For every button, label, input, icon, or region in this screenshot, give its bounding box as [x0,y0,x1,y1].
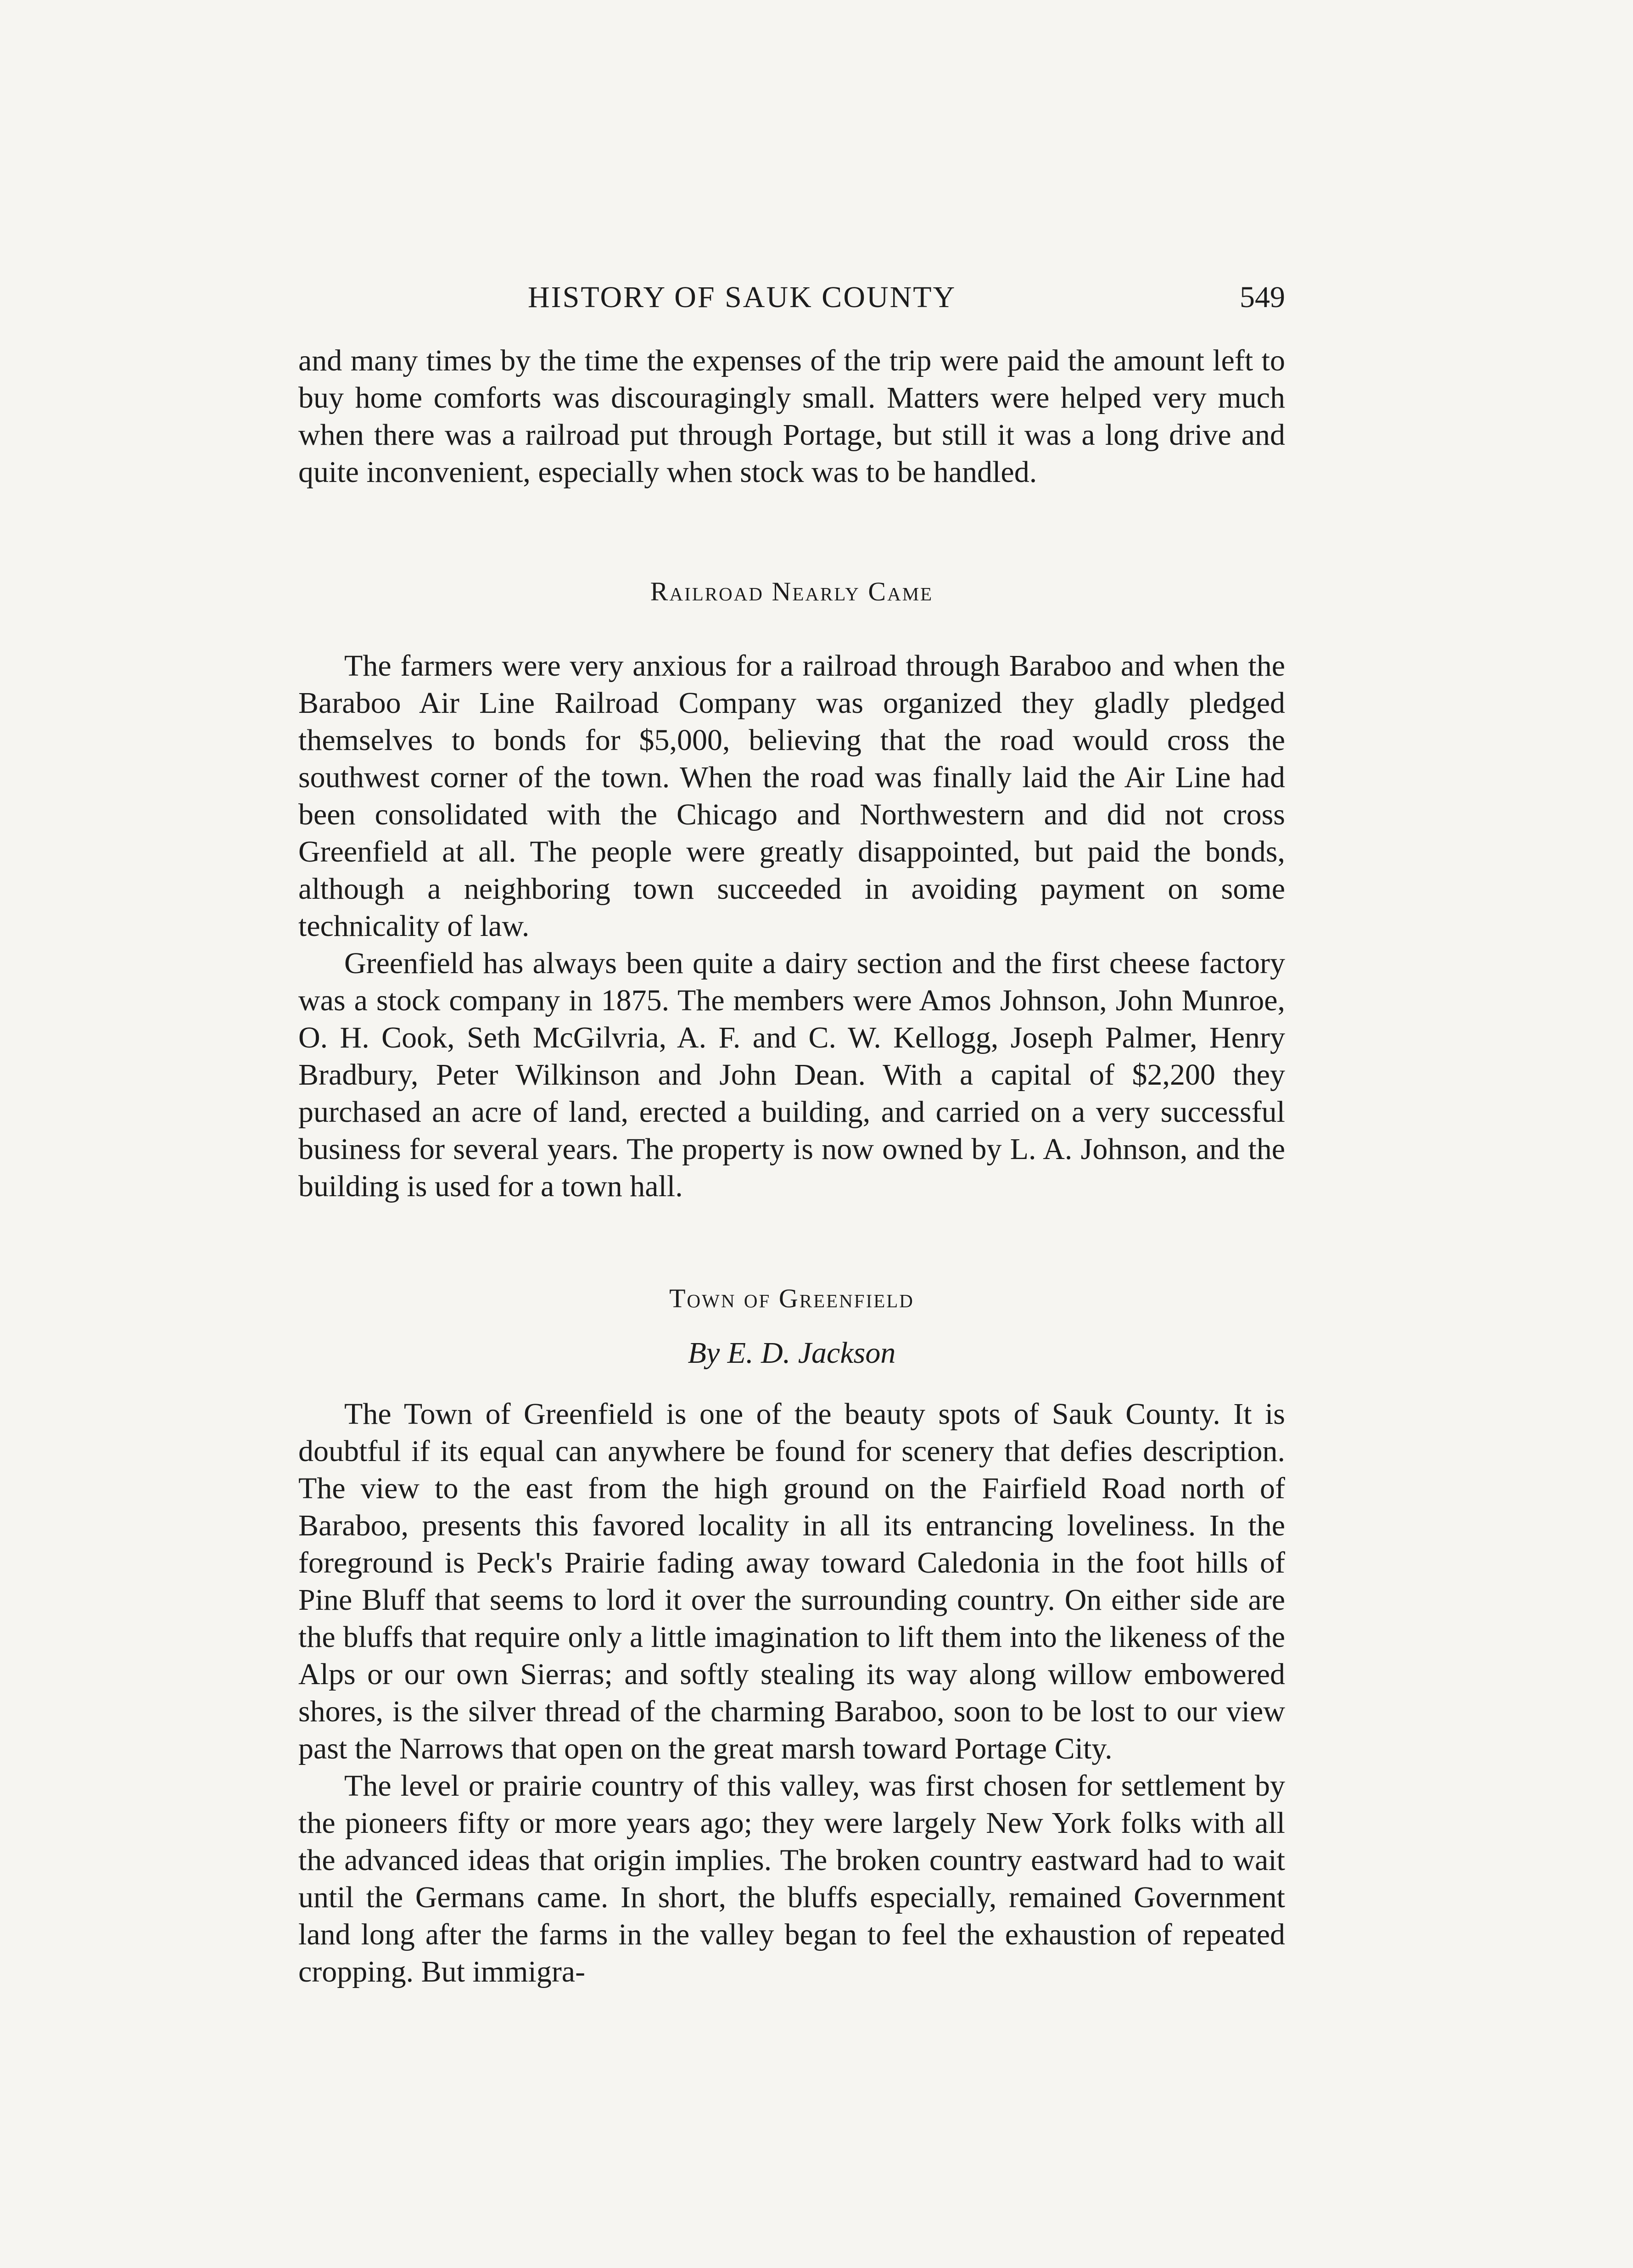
section-heading-railroad: Railroad Nearly Came [650,577,934,606]
byline-block [298,1336,1285,1371]
author-byline: By E. D. Jackson [688,1336,896,1370]
greenfield-paragraph-2: The level or prairie country of this valley, was first chosen for settlement by the pioneers fifty or more years ago; they were largely New York folks with all the advanced ideas that origin implies. The broken country eastward had to wait until the Germans came. In short, the bluffs especially, remained Government land long after the farms in the valley began to feel the exhaustion of repeated cropping. But immigra- [298,1769,1285,1988]
railroad-section [298,576,1285,607]
intro-paragraph: and many times by the time the expenses of the trip were paid the amount left to buy home comforts was discouragingly small. Matters were helped very much when there was a railroad put through Portage, but still it was a long drive and quite inconvenient, especially when stock was to be handled. [298,344,1285,489]
railroad-paragraph-2: Greenfield has always been quite a dairy section and the first cheese factory was a stock company in 1875. The members were Amos Johnson, John Munroe, O. H. Cook, Seth McGilvria, A. F. and C. W. Kellogg, Joseph Palmer, Henry Bradbury, Peter Wilkinson and John Dean. With a capital of $2,200 they purchased an acre of land, erected a building, and carried on a very successful business for several years. The property is now owned by L. A. Johnson, and the building is used for a town hall. [298,946,1285,1203]
running-title: HISTORY OF SAUK COUNTY [528,280,956,314]
greenfield-body [298,1395,1285,1990]
section-heading-greenfield: Town of Greenfield [669,1283,914,1313]
railroad-body [298,647,1285,1205]
intro-section [298,342,1285,491]
page-number: 549 [1240,280,1285,314]
railroad-paragraph-1: The farmers were very anxious for a railroad through Baraboo and when the Baraboo Air Line Railroad Company was organized they gladly pledged themselves to bonds for $5,000, believing that the road would cross the southwest corner of the town. When the road was finally laid the Air Line had been consolidated with the Chicago and Northwestern and did not cross Greenfield at all. The people were greatly disappointed, but paid the bonds, although a neighboring town succeeded in avoiding payment on some technicality of law. [298,649,1285,943]
greenfield-heading-block [298,1283,1285,1314]
greenfield-paragraph-1: The Town of Greenfield is one of the beauty spots of Sauk County. It is doubtful if its equal can anywhere be found for scenery that defies description. The view to the east from the high ground on the Fairfield Road north of Baraboo, presents this favored locality in all its entrancing loveliness. In the foreground is Peck's Prairie fading away toward Caledonia in the foot hills of Pine Bluff that seems to lord it over the surrounding country. On either side are the bluffs that require only a little imagination to lift them into the likeness of the Alps or our own Sierras; and softly stealing its way along willow embowered shores, is the silver thread of the charming Baraboo, soon to be lost to our view past the Narrows that open on the great marsh toward Portage City. [298,1397,1285,1765]
running-header [298,280,1285,317]
